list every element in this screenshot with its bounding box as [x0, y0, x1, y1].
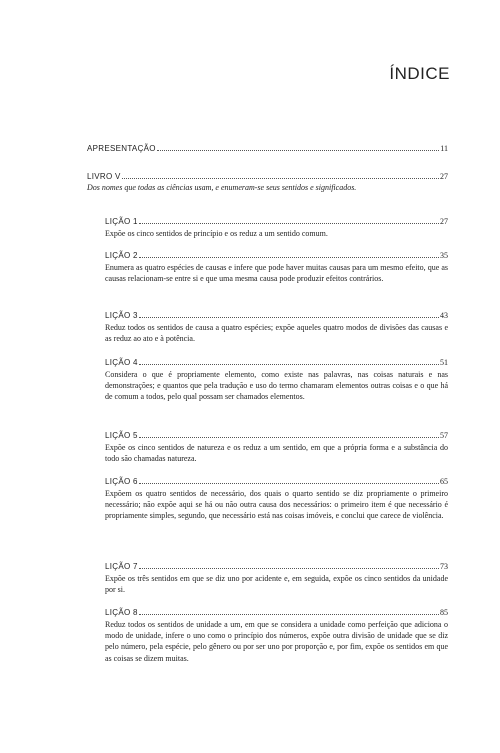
toc-entry-licao — [87, 476, 448, 522]
toc-entry-licao — [87, 607, 448, 664]
toc-page-number: 43 — [440, 311, 448, 320]
toc-entry-label: APRESENTAÇÃO — [87, 144, 156, 153]
dot-leader — [139, 250, 439, 258]
lesson-description: Reduz todos os sentidos de causa a quatro espécies; expõe aqueles quatro modos de divisões das causas e as reduz ao ato e à potência. — [105, 323, 448, 344]
lesson-description: Reduz todos os sentidos de unidade a um, em que se considera a unidade como perfeição que adiciona o modo de unidade, infere o uno como o princípio dos números, expõe outra divisão de unidade que se diz pelo número, pela espécie, pelo gênero ou por ser uno por proporção e, por fim, expõe os sentidos em que as coisas se dizem muitas. — [105, 620, 448, 663]
toc-entry-label: LIÇÃO 2 — [105, 251, 138, 260]
dot-leader — [122, 171, 439, 179]
toc-entry-label: LIVRO V — [87, 172, 121, 181]
toc-entry-licao — [87, 357, 448, 403]
page-title: ÍNDICE — [389, 64, 450, 83]
dot-leader — [139, 357, 439, 365]
toc-page-number: 11 — [440, 144, 448, 153]
book-description: Dos nomes que todas as ciências usam, e enumeram-se seus sentidos e significados. — [87, 183, 357, 192]
lesson-description: Expõe os cinco sentidos de princípio e os reduz a um sentido comum. — [105, 229, 328, 238]
lesson-description: Considera o que é propriamente elemento, como existe nas palavras, nas coisas naturais e nas demonstrações; e quantos que pela tradução e uso do termo chamaram elementos outras coisas e o que há de comum a todos, pelo qual possam ser chamados elementos. — [105, 370, 448, 402]
toc-page-number: 51 — [440, 358, 448, 367]
toc-page-number: 73 — [440, 562, 448, 571]
toc-entry-label: LIÇÃO 7 — [105, 562, 138, 571]
toc-entry-label: LIÇÃO 5 — [105, 431, 138, 440]
toc-entry-licao — [87, 250, 448, 284]
toc-page-number: 65 — [440, 477, 448, 486]
dot-leader — [139, 216, 439, 224]
dot-leader — [139, 430, 439, 438]
toc-page-number: 57 — [440, 431, 448, 440]
toc-entry-label: LIÇÃO 6 — [105, 477, 138, 486]
toc-entry-label: LIÇÃO 3 — [105, 311, 138, 320]
toc-entry-label: LIÇÃO 1 — [105, 217, 138, 226]
toc-entry-label: LIÇÃO 4 — [105, 358, 138, 367]
toc-page-number: 27 — [440, 172, 448, 181]
lesson-description: Expõe os cinco sentidos de natureza e os reduz a um sentido, em que a própria forma e a substância do todo são chamadas natureza. — [105, 443, 448, 464]
toc-entry-licao — [87, 430, 448, 464]
dot-leader — [157, 143, 439, 151]
toc-entry-livro — [87, 171, 448, 193]
toc-entry-apresentacao — [87, 143, 448, 154]
dot-leader — [139, 310, 439, 318]
dot-leader — [139, 476, 439, 484]
lesson-description: Enumera as quatro espécies de causas e infere que pode haver muitas causas para um mesmo efeito, que as causas relacionam-se entre si e que uma mesma causa pode produzir efeitos contrários. — [105, 263, 448, 284]
dot-leader — [139, 607, 439, 615]
toc-entry-licao — [87, 216, 448, 239]
toc-entry-licao — [87, 561, 448, 595]
toc-entry-licao — [87, 310, 448, 344]
toc-entry-label: LIÇÃO 8 — [105, 608, 138, 617]
toc-page-number: 35 — [440, 251, 448, 260]
toc-page-number: 27 — [440, 217, 448, 226]
dot-leader — [139, 561, 439, 569]
toc-page-number: 85 — [440, 608, 448, 617]
lesson-description: Expõe os três sentidos em que se diz uno por acidente e, em seguida, expõe os cinco sentidos da unidade por si. — [105, 574, 448, 595]
lesson-description: Expõem os quatro sentidos de necessário, dos quais o quarto sentido se diz propriamente o primeiro necessário; não expõe aqui se há ou não outra causa dos necessários: o primeiro item é que necessário é propriamente simples, segundo, que necessário está nas coisas imóveis, e conclui que carece de violência. — [105, 489, 448, 521]
